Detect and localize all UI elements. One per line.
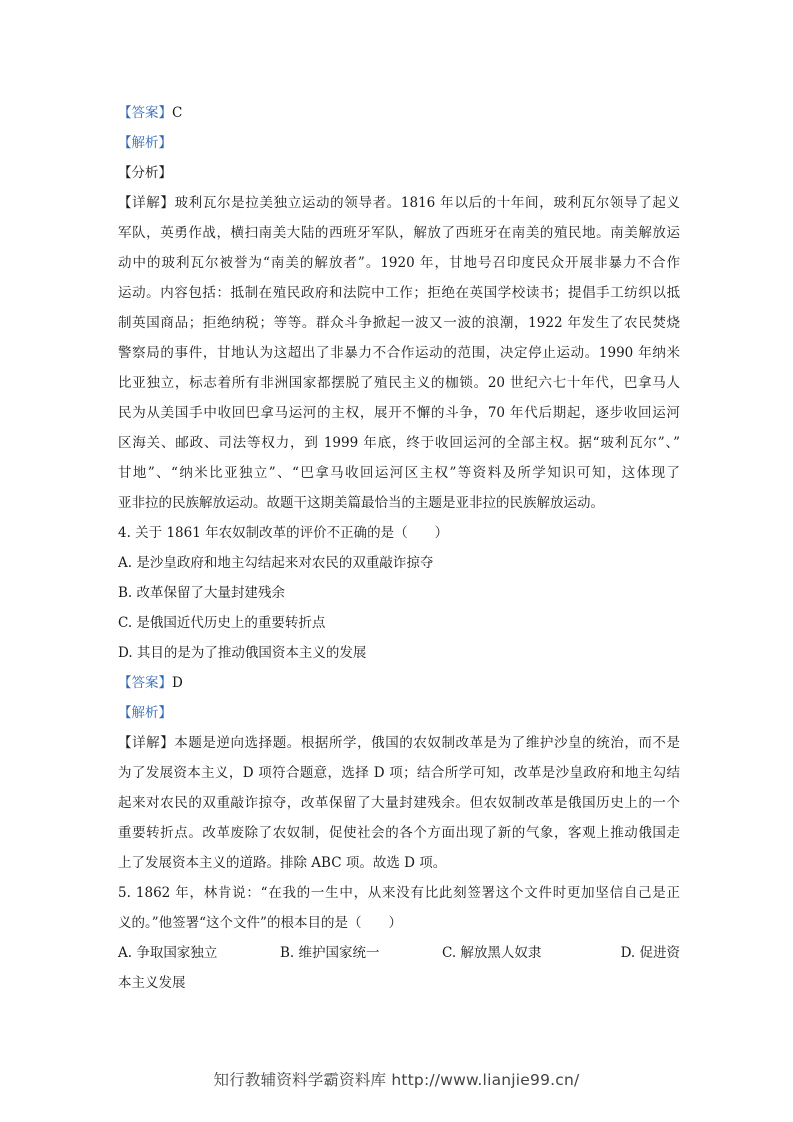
detail-line: 动中的玻利瓦尔被誉为“南美的解放者”。1920 年，甘地号召印度民众开展非暴力不合作 (118, 255, 680, 271)
detail-line: 重要转折点。改革废除了农奴制，促使社会的各个方面出现了新的气象，客观上推动俄国走 (118, 825, 680, 841)
question-4-stem: 4. 关于 1861 年农奴制改革的评价不正确的是（ ） (118, 525, 449, 541)
answer-tag: 【答案】 (118, 105, 172, 121)
answer-value: D (172, 675, 183, 691)
question-5-option-d: D. 促进资 (620, 945, 680, 961)
detail-line: 上了发展资本主义的道路。排除 ABC 项。故选 D 项。 (118, 855, 447, 871)
detail-line: 警察局的事件，甘地认为这超出了非暴力不合作运动的范围，决定停止运动。1990 年纳米 (118, 345, 680, 361)
question-4-option-c: C. 是俄国近代历史上的重要转折点 (118, 615, 326, 631)
question-5-option-b: B. 维护国家统一 (280, 945, 380, 961)
document-body (118, 98, 680, 998)
answer-line (118, 668, 680, 698)
detail-line (118, 728, 680, 758)
detail-line: 军队，英勇作战，横扫南美大陆的西班牙军队，解放了西班牙在南美的殖民地。南美解放运 (118, 225, 680, 241)
detail-line (118, 188, 680, 218)
detail-line: 制英国商品；拒绝纳税；等等。群众斗争掀起一波又一波的浪潮，1922 年发生了农民焚烧 (118, 315, 680, 331)
question-4-option-a: A. 是沙皇政府和地主勾结起来对农民的双重敲诈掠夺 (118, 555, 434, 571)
analysis-line (118, 128, 680, 158)
q3-detail-paragraph (118, 188, 680, 518)
question-5-stem (118, 878, 680, 938)
detail-line: 起来对农民的双重敲诈掠夺，改革保留了大量封建残余。但农奴制改革是俄国历史上的一个 (118, 795, 680, 811)
question-4-option-d: D. 其目的是为了推动俄国资本主义的发展 (118, 645, 367, 661)
detail-text: 玻利瓦尔是拉美独立运动的领导者。1816 年以后的十年间，玻利瓦尔领导了起义 (174, 195, 680, 211)
detail-line: 运动。内容包括：抵制在殖民政府和法院中工作；拒绝在英国学校读书；提倡手工纺织以抵 (118, 285, 680, 301)
detail-line: 民为从美国手中收回巴拿马运河的主权，展开不懈的斗争，70 年代后期起，逐步收回运河 (118, 405, 680, 421)
detail-tag: 【详解】 (118, 195, 175, 211)
question-5-option-a: A. 争取国家独立 (118, 945, 218, 961)
detail-text: 本题是逆向选择题。根据所学，俄国的农奴制改革是为了维护沙皇的统治，而不是 (174, 735, 681, 751)
stem-line: 5. 1862 年，林肯说：“在我的一生中，从来没有比此刻签署这个文件时更加坚信自己是正 (118, 885, 680, 901)
detail-line: 比亚独立，标志着所有非洲国家都摆脱了殖民主义的枷锁。20 世纪六七十年代，巴拿马人 (118, 375, 680, 391)
analysis-tag: 【解析】 (118, 705, 172, 721)
answer-tag: 【答案】 (118, 675, 172, 691)
question-5-options (118, 938, 680, 968)
q4-detail-paragraph (118, 728, 680, 878)
detail-line: 区海关、邮政、司法等权力，到 1999 年底，终于收回运河的全部主权。据“玻利瓦尔”、” (118, 435, 680, 451)
detail-line: 甘地”、“纳米比亚独立”、“巴拿马收回运河区主权”等资料及所学知识可知，这体现了 (118, 465, 680, 481)
analysis-line (118, 698, 680, 728)
stem-line: 义的。”他签署“这个文件”的根本目的是（ ） (118, 915, 402, 931)
detail-line: 亚非拉的民族解放运动。故题干这期美篇最恰当的主题是亚非拉的民族解放运动。 (118, 495, 604, 511)
page-footer: 知行教辅资料学霸资料库 http://www.lianjie99.cn/ (213, 1071, 580, 1089)
answer-line (118, 98, 680, 128)
detail-tag: 【详解】 (118, 735, 175, 751)
analysis-tag: 【解析】 (118, 135, 172, 151)
question-5-option-c: C. 解放黑人奴隶 (442, 945, 542, 961)
answer-value: C (172, 105, 183, 121)
fenxi-line (118, 158, 680, 188)
detail-line: 为了发展资本主义，D 项符合题意，选择 D 项；结合所学可知，改革是沙皇政府和地主勾结 (118, 765, 680, 781)
fenxi-tag: 【分析】 (118, 165, 172, 181)
question-5-option-d-continued: 本主义发展 (118, 975, 186, 991)
question-4-option-b: B. 改革保留了大量封建残余 (118, 585, 286, 601)
